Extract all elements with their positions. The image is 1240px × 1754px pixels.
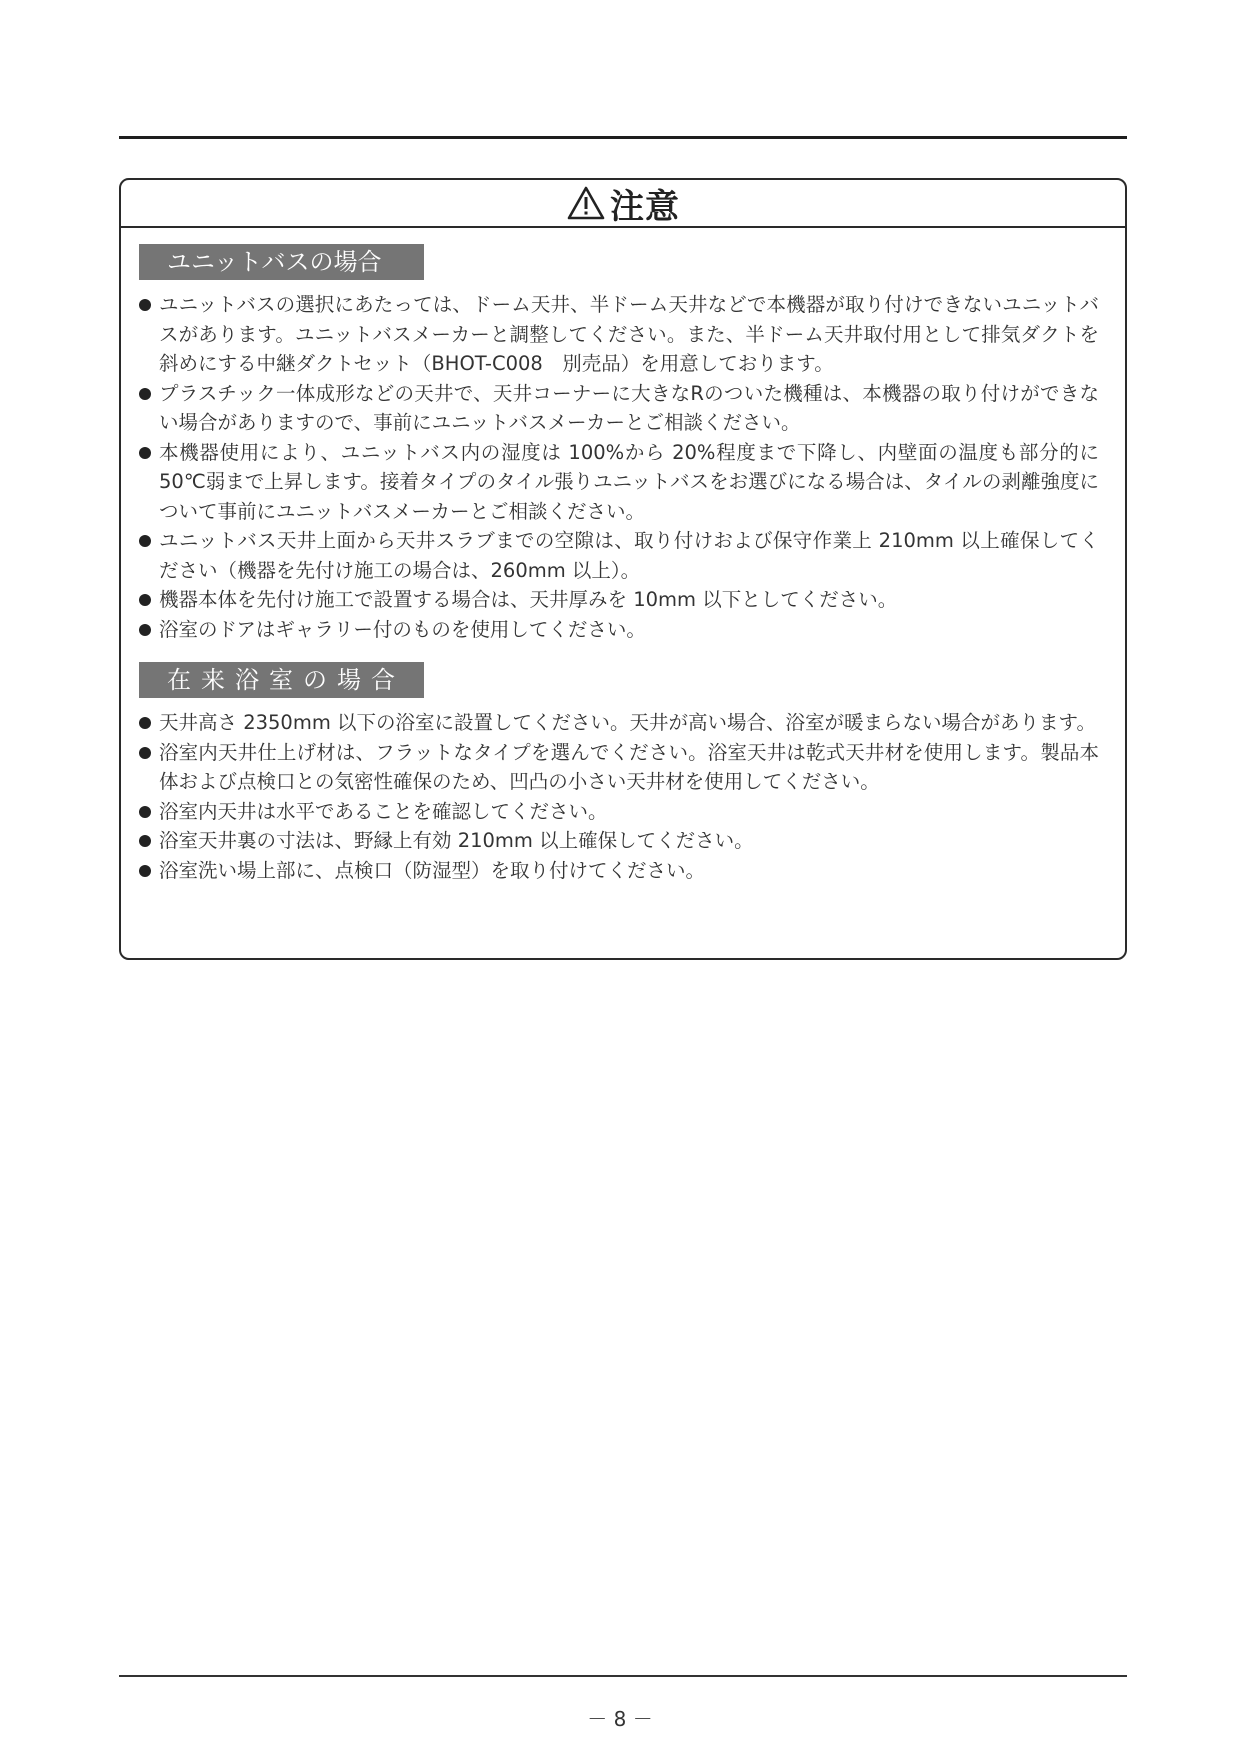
- list-item: 浴室内天井仕上げ材は、フラットなタイプを選んでください。浴室天井は乾式天井材を使用します。製品本体および点検口との気密性確保のため、凹凸の小さい天井材を使用してください。: [139, 738, 1099, 797]
- caution-box: [119, 178, 1127, 960]
- list-item: ユニットバス天井上面から天井スラブまでの空隙は、取り付けおよび保守作業上 210mm 以上確保してください（機器を先付け施工の場合は、260mm 以上）。: [139, 526, 1099, 585]
- conventional-bath-list: [139, 708, 1099, 885]
- bullet-icon: [139, 624, 151, 636]
- bullet-icon: [139, 717, 151, 729]
- list-item: 本機器使用により、ユニットバス内の湿度は 100%から 20%程度まで下降し、内壁面の温度も部分的に 50℃弱まで上昇します。接着タイプのタイル張りユニットバスをお選びになる場合は、タイルの剥離強度について事前にユニットバスメーカーとご相談ください。: [139, 438, 1099, 527]
- list-item: 浴室天井裏の寸法は、野縁上有効 210mm 以上確保してください。: [139, 826, 1099, 856]
- section-heading-conventional-bath: 在来浴室の場合: [139, 662, 424, 698]
- warning-triangle-icon: [566, 185, 606, 221]
- bullet-icon: [139, 835, 151, 847]
- bullet-icon: [139, 865, 151, 877]
- list-item: 浴室のドアはギャラリー付のものを使用してください。: [139, 615, 1099, 645]
- bullet-icon: [139, 535, 151, 547]
- top-rule: [119, 136, 1127, 139]
- list-item: 機器本体を先付け施工で設置する場合は、天井厚みを 10mm 以下としてください。: [139, 585, 1099, 615]
- list-item: 浴室洗い場上部に、点検口（防湿型）を取り付けてください。: [139, 856, 1099, 886]
- bullet-icon: [139, 299, 151, 311]
- bullet-icon: [139, 806, 151, 818]
- section-heading-unit-bath: ユニットバスの場合: [139, 244, 424, 280]
- caution-header: [121, 180, 1125, 228]
- bullet-icon: [139, 447, 151, 459]
- list-item: プラスチック一体成形などの天井で、天井コーナーに大きなRのついた機種は、本機器の取り付けができない場合がありますので、事前にユニットバスメーカーとご相談ください。: [139, 379, 1099, 438]
- bottom-rule: [119, 1675, 1127, 1677]
- unit-bath-list: [139, 290, 1099, 644]
- list-item: 天井高さ 2350mm 以下の浴室に設置してください。天井が高い場合、浴室が暖まらない場合があります。: [139, 708, 1099, 738]
- bullet-icon: [139, 594, 151, 606]
- page-number: － 8 －: [587, 1707, 653, 1731]
- bullet-icon: [139, 388, 151, 400]
- bullet-icon: [139, 747, 151, 759]
- caution-title: 注意: [610, 186, 680, 227]
- list-item: ユニットバスの選択にあたっては、ドーム天井、半ドーム天井などで本機器が取り付けできないユニットバスがあります。ユニットバスメーカーと調整してください。また、半ドーム天井取付用として排気ダクトを斜めにする中継ダクトセット（BHOT-C008 別売品）を用意しております。: [139, 290, 1099, 379]
- list-item: 浴室内天井は水平であることを確認してください。: [139, 797, 1099, 827]
